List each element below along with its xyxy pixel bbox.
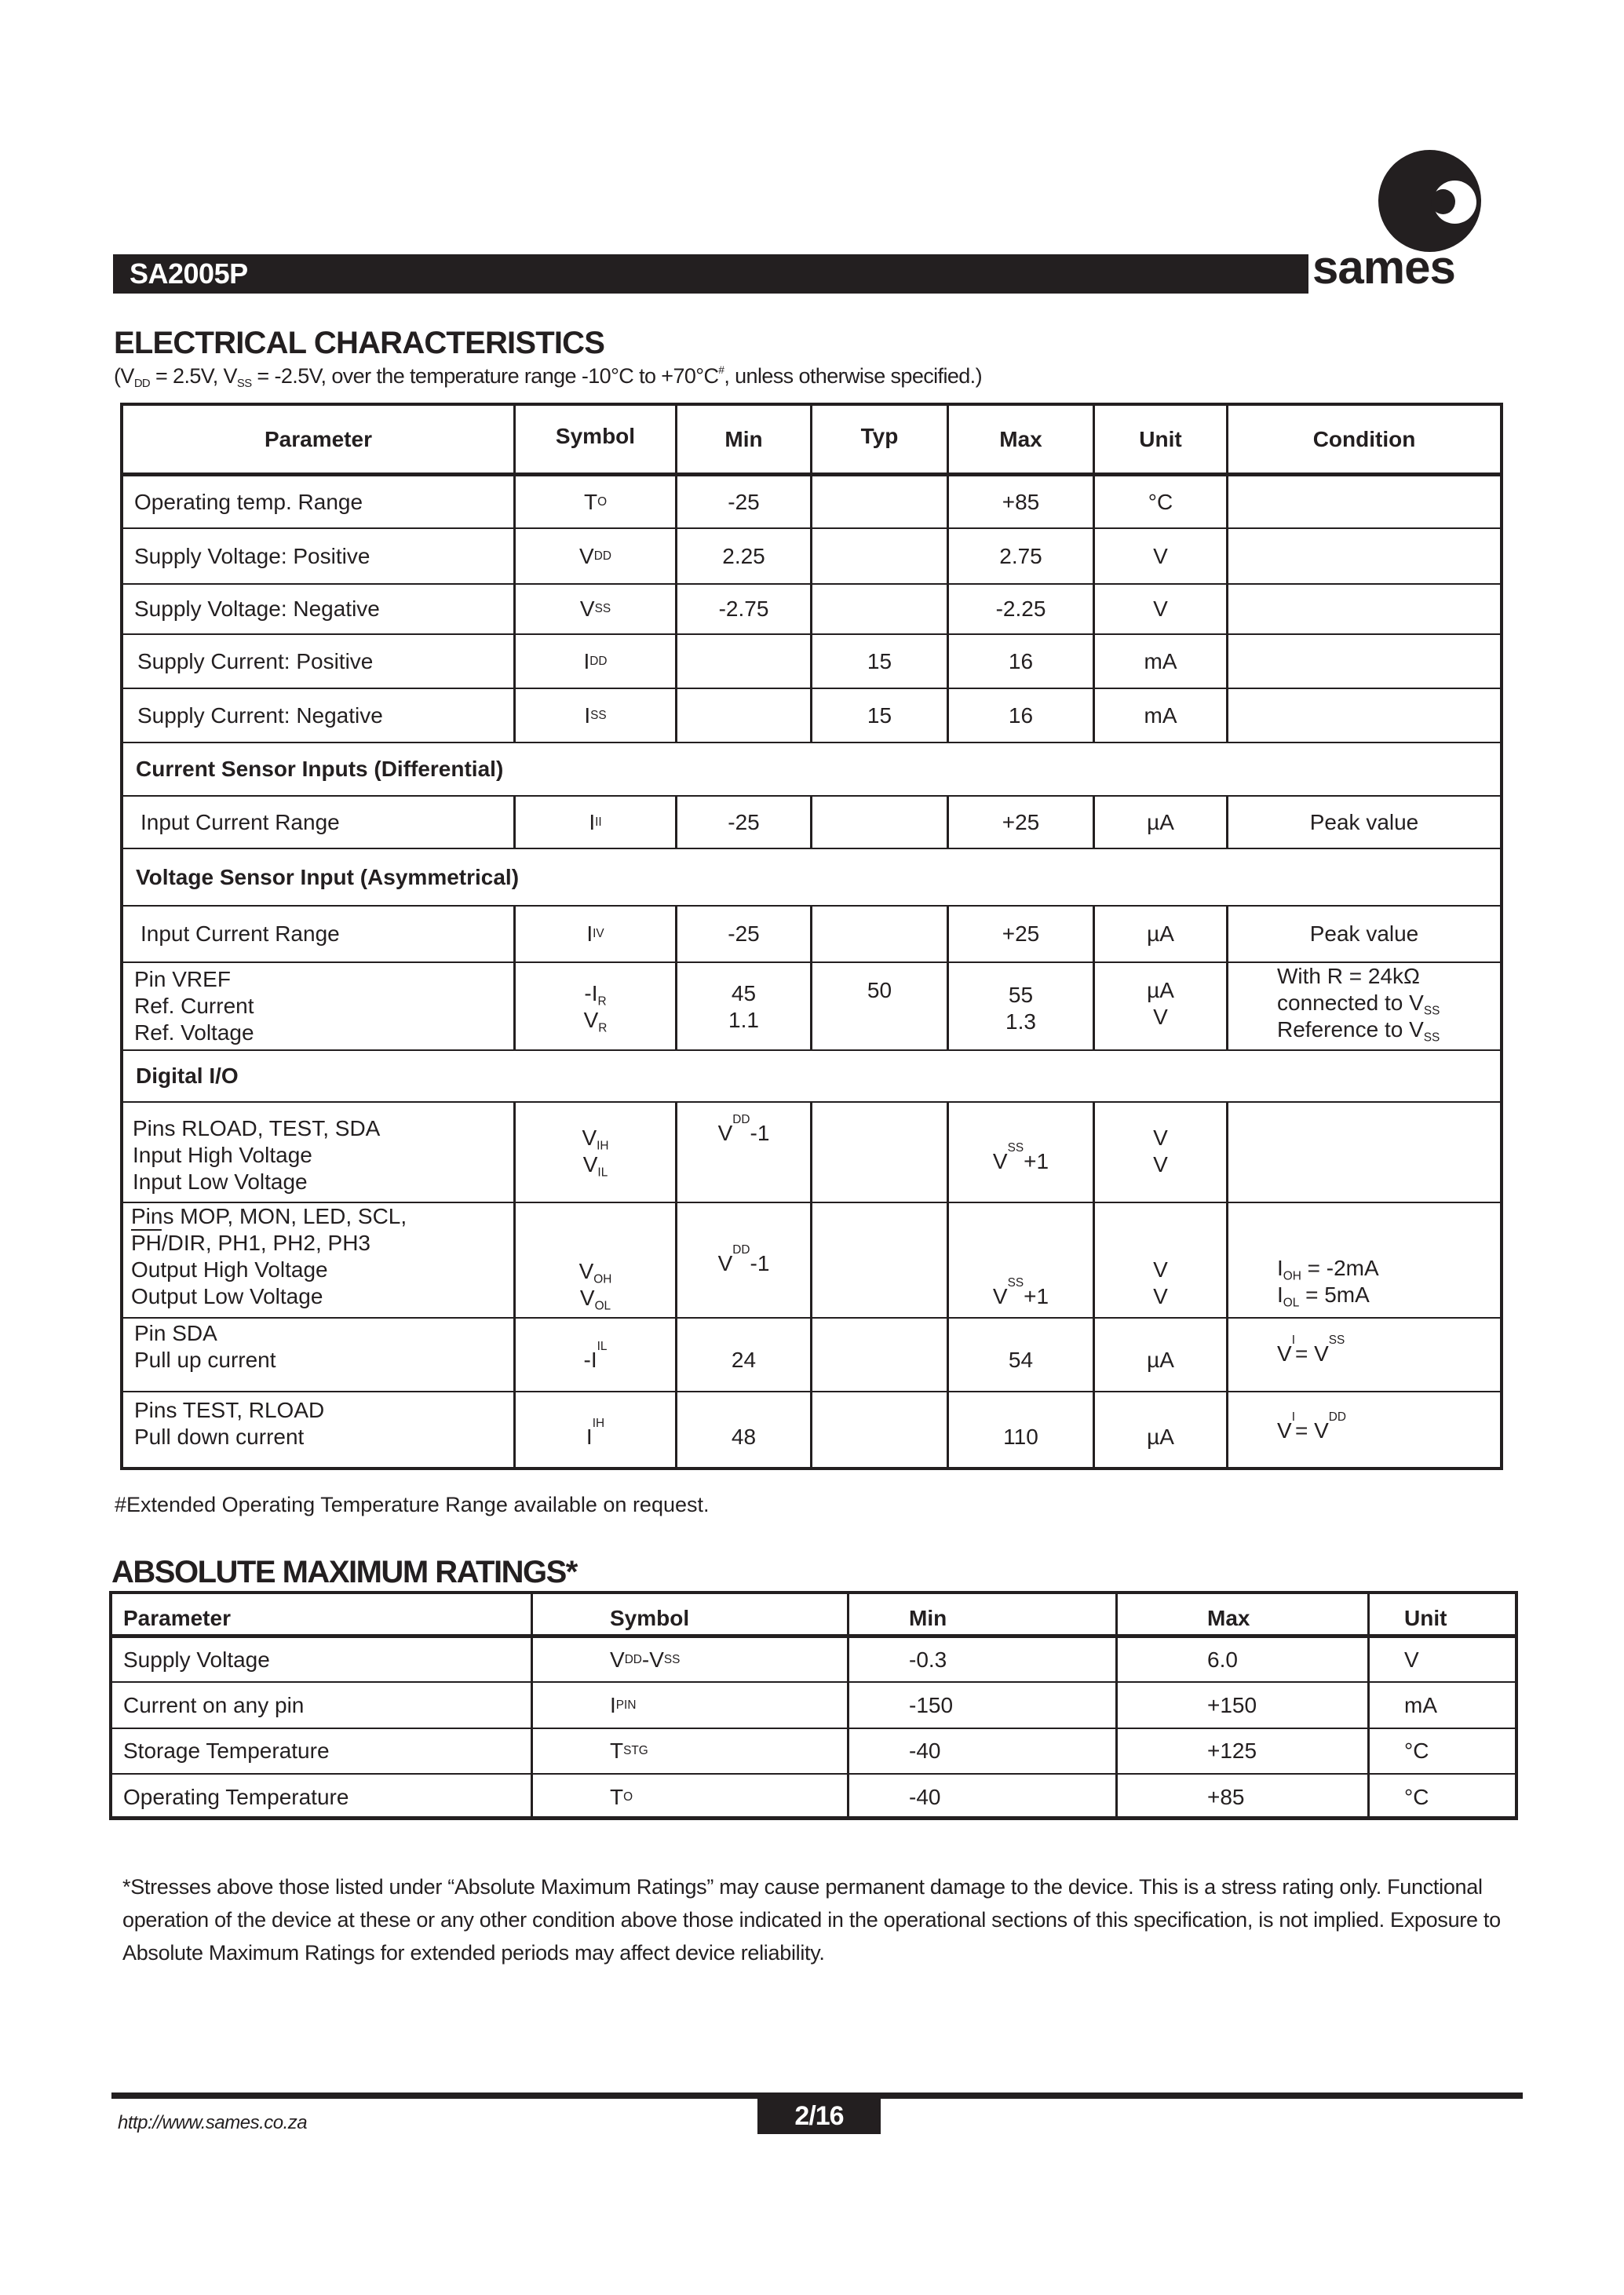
min-cell: -150 [849, 1683, 1118, 1728]
footer-rule [111, 2092, 1523, 2099]
condition-cell [1228, 963, 1500, 1049]
param-line: Pull up current [134, 1348, 276, 1372]
unit-cell: mA [1404, 1692, 1437, 1717]
col-header-max: Max [1118, 1594, 1370, 1634]
table-header-row [123, 406, 1500, 476]
symbol-line [582, 1151, 608, 1178]
condition-sub: SS [1423, 1004, 1440, 1018]
absolute-maximum-ratings-table [109, 1591, 1518, 1820]
unit-cell [1095, 963, 1228, 1049]
table-row [123, 476, 1500, 529]
page-number: 2/16 [757, 2099, 881, 2134]
symbol-sub: OL [594, 1299, 611, 1313]
min-value: V [717, 1251, 733, 1275]
min-cell: 48 [677, 1392, 812, 1467]
symbol-cell: -I IL [516, 1319, 677, 1391]
unit-cell: µA [1095, 797, 1228, 848]
unit-value: µA [1147, 978, 1174, 1002]
title-bar [113, 254, 1308, 294]
condition-text: = V [1294, 1341, 1329, 1366]
param-line: Pins TEST, RLOAD [134, 1398, 325, 1422]
symbol-sub: IL [597, 1166, 608, 1180]
unit-value: V [1153, 1126, 1168, 1150]
unit-cell: V [1095, 585, 1228, 633]
unit-cell: µA [1095, 1392, 1228, 1467]
table-row-output-voltage [123, 1203, 1500, 1319]
param-text: /DIR, PH1, PH2, PH3 [161, 1231, 370, 1255]
col-header-unit: Unit [1095, 406, 1228, 472]
section-label: Voltage Sensor Input (Asymmetrical) [136, 864, 520, 889]
subtitle-part: , unless otherwise specified.) [724, 364, 982, 388]
max-cell: 16 [949, 635, 1095, 688]
table-row [123, 585, 1500, 635]
condition-cell [1228, 1203, 1500, 1317]
unit-value: V [1153, 1284, 1168, 1308]
subtitle-sub: DD [133, 378, 151, 391]
param-line [131, 1230, 407, 1257]
col-header-condition: Condition [1312, 426, 1416, 451]
unit-cell: mA [1095, 635, 1228, 688]
condition-text: = V [1294, 1418, 1329, 1443]
min-cell: -25 [677, 797, 812, 848]
symbol-cell [516, 963, 677, 1049]
symbol: V [579, 1286, 595, 1310]
symbol-cell: V SS [516, 585, 677, 633]
unit-cell [1095, 1203, 1228, 1317]
condition-cell [1228, 529, 1500, 583]
param-cell [123, 1319, 516, 1391]
condition-line [1277, 990, 1440, 1016]
unit-cell: V [1095, 529, 1228, 583]
min-tail: -1 [750, 1121, 770, 1145]
min-cell [677, 635, 812, 688]
min-cell: -40 [849, 1775, 1118, 1819]
symbol-cell [516, 1203, 677, 1317]
condition-cell [1228, 689, 1500, 742]
param-cell: Supply Current: Negative [123, 689, 516, 742]
symbol: V [582, 1152, 598, 1177]
max-cell: +125 [1118, 1729, 1370, 1773]
condition-text: I [1277, 1256, 1283, 1280]
min-cell: V DD -1 [677, 1203, 812, 1317]
max-tail: +1 [1024, 1149, 1049, 1173]
footer-url-link[interactable]: http://www.sames.co.za [118, 2112, 308, 2133]
typ-cell: 50 [812, 963, 949, 1049]
min-cell: V DD -1 [677, 1103, 812, 1202]
min-value: 45 [731, 981, 757, 1005]
table-row [123, 907, 1500, 963]
symbol-line [582, 1125, 608, 1151]
table-row [112, 1729, 1515, 1775]
section-row-voltage-sensor [123, 849, 1500, 907]
symbol-cell: I II [516, 797, 677, 848]
min-cell [677, 689, 812, 742]
subtitle-sub: SS [236, 378, 252, 391]
param-cell [123, 1203, 516, 1317]
subtitle-part: = -2.5V, over the temperature range -10°C to +70°C [251, 364, 719, 388]
col-header-typ: Typ [812, 406, 949, 472]
typ-cell [812, 797, 949, 848]
max-tail: +1 [1024, 1284, 1049, 1308]
typ-cell [812, 1319, 949, 1391]
unit-cell: °C [1404, 1784, 1429, 1809]
condition-text: = 5mA [1299, 1282, 1370, 1307]
condition-text: Reference to V [1277, 1017, 1424, 1042]
param-line: Pin SDA [134, 1321, 217, 1345]
condition-line: With R = 24kΩ [1277, 964, 1420, 988]
table-row-sda-pullup [123, 1319, 1500, 1392]
symbol-sub: OH [593, 1272, 612, 1286]
typ-cell [812, 907, 949, 961]
param-cell: Operating temp. Range [123, 476, 516, 527]
extended-temperature-footnote: #Extended Operating Temperature Range available on request. [115, 1493, 710, 1516]
typ-cell: 15 [812, 689, 949, 742]
symbol-cell [516, 1103, 677, 1202]
symbol-cell: T O [516, 476, 677, 527]
col-header-min: Min [677, 406, 812, 472]
symbol: V [610, 1647, 625, 1672]
condition-text: I [1277, 1282, 1283, 1307]
symbol-line [584, 1007, 608, 1034]
symbol: -I [583, 1348, 597, 1372]
condition-text: V [1277, 1418, 1292, 1443]
param-cell [123, 1392, 516, 1467]
unit-cell: µA [1095, 1319, 1228, 1391]
max-cell: 110 [949, 1392, 1095, 1467]
table-header-row [112, 1594, 1515, 1638]
table-row-vref [123, 963, 1500, 1051]
symbol-cell: V DD -V SS [533, 1638, 849, 1681]
symbol-sub: R [598, 1021, 608, 1035]
condition-cell: Peak value [1309, 809, 1419, 834]
symbol: V [578, 1259, 594, 1283]
param-line: Pins MOP, MON, LED, SCL, [131, 1204, 407, 1228]
param-cell: Supply Voltage: Negative [123, 585, 516, 633]
symbol-sub: R [597, 994, 607, 1009]
unit-cell: mA [1095, 689, 1228, 742]
max-cell: 2.75 [949, 529, 1095, 583]
param-overline-text: $\overline{PH}$ [131, 1231, 162, 1255]
symbol: -V [641, 1647, 664, 1672]
electrical-characteristics-table [120, 403, 1503, 1470]
symbol-cell: T STG [533, 1729, 849, 1773]
param-cell: Supply Current: Positive [123, 635, 516, 688]
table-row [123, 635, 1500, 689]
min-cell: -25 [677, 476, 812, 527]
max-value: V [992, 1149, 1008, 1173]
section-title-absolute-max: ABSOLUTE MAXIMUM RATINGS* [111, 1555, 577, 1589]
max-cell: 6.0 [1118, 1638, 1370, 1681]
condition-cell [1228, 476, 1500, 527]
table-row-test-pulldown [123, 1392, 1500, 1467]
param-line: Pin VREF [134, 967, 231, 991]
min-cell: 2.25 [677, 529, 812, 583]
typ-cell [812, 1103, 949, 1202]
col-header-min: Min [849, 1594, 1118, 1634]
symbol: I [586, 1425, 593, 1449]
condition-sub: OL [1283, 1296, 1300, 1310]
param-cell: Current on any pin [112, 1683, 533, 1728]
condition-line [1277, 1255, 1379, 1282]
condition-text: = -2mA [1301, 1256, 1379, 1280]
col-header-parameter: Parameter [123, 406, 516, 472]
condition-cell: Peak value [1309, 921, 1419, 946]
condition-sub: OH [1283, 1269, 1301, 1283]
unit-cell: V [1404, 1647, 1419, 1672]
section-label: Digital I/O [136, 1064, 239, 1088]
table-row-input-voltage [123, 1103, 1500, 1203]
max-value: 1.3 [1005, 1009, 1036, 1034]
symbol: V [579, 597, 595, 621]
unit-value: V [1153, 1257, 1168, 1282]
table-row [123, 797, 1500, 849]
col-header-symbol: Symbol [533, 1594, 849, 1634]
param-cell: Input Current Range [123, 907, 516, 961]
typ-cell: 15 [812, 635, 949, 688]
symbol: T [610, 1784, 624, 1809]
condition-cell [1228, 1103, 1500, 1202]
symbol: -I [584, 981, 598, 1005]
section-label: Current Sensor Inputs (Differential) [136, 757, 504, 781]
symbol: I [610, 1692, 616, 1717]
max-cell: 54 [949, 1319, 1095, 1391]
symbol-cell: I IV [516, 907, 677, 961]
max-cell: +25 [949, 797, 1095, 848]
conditions-subtitle [114, 363, 982, 389]
typ-cell [812, 476, 949, 527]
min-cell: -2.75 [677, 585, 812, 633]
table-row [112, 1775, 1515, 1819]
max-cell: -2.25 [949, 585, 1095, 633]
max-value: 55 [1008, 983, 1034, 1007]
max-cell: +85 [949, 476, 1095, 527]
param-cell [123, 963, 516, 1049]
symbol: I [586, 921, 593, 946]
symbol-cell: I DD [516, 635, 677, 688]
param-line: Input Low Voltage [133, 1169, 308, 1194]
section-title-electrical: ELECTRICAL CHARACTERISTICS [114, 326, 605, 360]
param-line: Input High Voltage [133, 1143, 312, 1167]
param-line: Output High Voltage [131, 1257, 328, 1282]
param-line: Output Low Voltage [131, 1284, 323, 1308]
condition-sub: SS [1423, 1031, 1440, 1045]
param-cell: Supply Voltage [112, 1638, 533, 1681]
symbol-cell: I PIN [533, 1683, 849, 1728]
max-cell: V SS +1 [949, 1203, 1095, 1317]
symbol-line [584, 980, 608, 1007]
condition-line [1277, 1016, 1440, 1043]
max-value: V [992, 1284, 1008, 1308]
condition-cell: V I = V DD [1277, 1410, 1347, 1443]
param-line: Pins RLOAD, TEST, SDA [133, 1116, 381, 1140]
symbol-line [579, 1258, 612, 1285]
subtitle-part: (V [114, 364, 134, 388]
stress-disclaimer: *Stresses above those listed under “Absolute Maximum Ratings” may cause permanent damage to the device. This is a stress rating only. Functional operation of the device at these or any other condition above those indicated in the operational sections of this specification, is not implied. Exposure to Absolute Maximum Ratings for extended periods may affect device reliability. [122, 1875, 1501, 1965]
typ-cell [812, 585, 949, 633]
table-row [123, 689, 1500, 743]
symbol: V [579, 543, 594, 568]
min-cell: -25 [677, 907, 812, 961]
param-line: Ref. Voltage [134, 1020, 254, 1045]
symbol: I [584, 702, 591, 728]
max-cell: +25 [949, 907, 1095, 961]
subtitle-part: = 2.5V, V [150, 364, 237, 388]
condition-text: V [1277, 1341, 1292, 1366]
min-cell: 24 [677, 1319, 812, 1391]
param-cell: Supply Voltage: Positive [123, 529, 516, 583]
condition-cell [1228, 635, 1500, 688]
col-header-max: Max [949, 406, 1095, 472]
min-value: 1.1 [728, 1008, 759, 1032]
symbol: I [589, 809, 596, 834]
unit-value: V [1153, 1005, 1168, 1029]
symbol-cell: I IH [516, 1392, 677, 1467]
max-cell: +150 [1118, 1683, 1370, 1728]
param-line: Pull down current [134, 1425, 305, 1449]
symbol-cell: I SS [516, 689, 677, 742]
col-header-parameter: Parameter [112, 1594, 533, 1634]
min-cell: -0.3 [849, 1638, 1118, 1681]
col-header-unit: Unit [1404, 1605, 1447, 1630]
symbol-cell: V DD [516, 529, 677, 583]
symbol-cell: T O [533, 1775, 849, 1819]
min-cell: -40 [849, 1729, 1118, 1773]
unit-cell [1095, 1103, 1228, 1202]
part-number: SA2005P [130, 257, 248, 290]
table-row [112, 1638, 1515, 1683]
max-cell: +85 [1118, 1775, 1370, 1819]
max-cell: 16 [949, 689, 1095, 742]
param-cell: Input Current Range [123, 797, 516, 848]
typ-cell [812, 1392, 949, 1467]
typ-cell [812, 529, 949, 583]
symbol: T [583, 489, 598, 514]
unit-cell: °C [1095, 476, 1228, 527]
min-cell [677, 963, 812, 1049]
unit-cell: µA [1095, 907, 1228, 961]
section-row-current-sensor [123, 743, 1500, 797]
symbol: T [610, 1739, 624, 1763]
max-cell [949, 963, 1095, 1049]
symbol: V [583, 1008, 599, 1032]
condition-cell [1228, 585, 1500, 633]
col-header-symbol: Symbol [516, 406, 677, 472]
condition-line [1277, 1282, 1379, 1308]
min-value: V [717, 1121, 733, 1145]
typ-cell [812, 1203, 949, 1317]
max-cell: V SS +1 [949, 1103, 1095, 1202]
section-row-digital-io [123, 1051, 1500, 1103]
param-cell [123, 1103, 516, 1202]
table-row [112, 1683, 1515, 1729]
param-cell: Operating Temperature [112, 1775, 533, 1819]
symbol: V [582, 1126, 597, 1150]
logo-text: sames [1312, 241, 1455, 294]
min-tail: -1 [750, 1251, 770, 1275]
unit-cell: °C [1404, 1739, 1429, 1763]
logo-dot-icon [1431, 189, 1455, 214]
symbol: I [583, 648, 590, 673]
symbol-sub: IH [597, 1139, 609, 1153]
param-line: Ref. Current [134, 994, 254, 1018]
param-cell: Storage Temperature [112, 1729, 533, 1773]
table-row [123, 529, 1500, 585]
footnote-mark: # [718, 363, 724, 376]
condition-text: connected to V [1277, 991, 1424, 1015]
condition-cell: V I = V SS [1277, 1334, 1345, 1366]
unit-value: V [1153, 1152, 1168, 1177]
symbol-line [579, 1285, 612, 1312]
